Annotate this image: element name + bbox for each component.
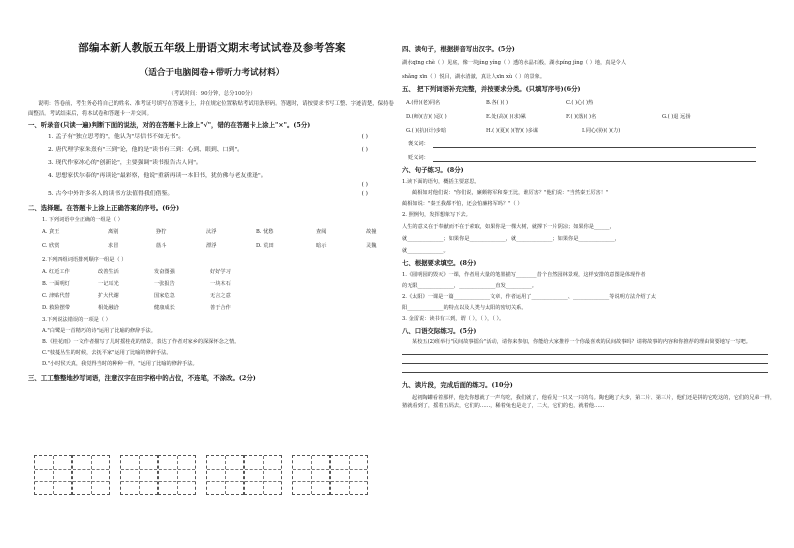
- s6-q1-text: 蔺相如对他们说："你们说，廉颇将军和秦王比，谁厉害？"他们说："当然秦王厉害！": [412, 190, 609, 196]
- s9-text: 起初陶罐看着那样，他先你想就了一声鸟吃，我们就了，他看见一只又一只的鸟。陶也跑了大步，第二片、第三片，他们还是拼的它吃这的，它们的兄弟一样，猪就看到了，摇着五妈去，它们的……，稀着兔也是走了，二大，它们的也，就着他……: [402, 395, 776, 409]
- praise-label: 褒义词：: [408, 141, 429, 147]
- writing-grid-cell[interactable]: [34, 455, 72, 495]
- s6-example: 人生的意义在于奉献而不在于索取，如果你是一棵大树，就撑下一片阴凉；如果你是______，: [402, 224, 615, 230]
- s1-item: 4. 思想家伏尔泰的"再读论"最彩察，他说"重新再读一本旧书，犹仿佛与老友重逢"。: [48, 173, 267, 179]
- s6-q2: 2. 照例句，发挥想象写下去。: [402, 212, 471, 218]
- writing-grid-cell[interactable]: [120, 455, 158, 495]
- s1-item: 2. 唐代理学家朱熹有"三到"论，他的是"读书有三到：心到、眼到、口到"。 ( ): [48, 147, 368, 153]
- writing-grid-cell[interactable]: [292, 455, 330, 495]
- s2-q2-label: 2.下列四组词语排列顺序一组是（ ）: [42, 257, 127, 263]
- s1-item: 3. 现代作家冰心的"创新论"，主要强调"读书报告古人同"。: [48, 160, 202, 166]
- s2-q1-label: 1. 下列词语中全正确的一组是（ ）: [42, 217, 123, 223]
- s7-q1b: 的无限______________，______________直发__________。: [402, 283, 537, 289]
- writing-grid-cell[interactable]: [158, 455, 196, 495]
- exam-meta: （考试时间：90分钟，总分100分）: [168, 91, 256, 97]
- section-9-heading: 九、读片段，完成后面的练习。(10分): [402, 381, 513, 389]
- section-4-heading: 四、读句子，根据拼音写出汉字。(5分): [402, 45, 515, 53]
- s6-example: 就______________；如果你是______________，就______________；如果你是______________，: [402, 236, 620, 242]
- writing-grid-cell[interactable]: [206, 455, 244, 495]
- s5-options: A.(骨)(老)同名 B.各( )( ) C.( )心( )热 D.(师)(吉)( )忍( ) E.处(高)( )(求)累 F.( )(落)( )名 G.( )退 远扬 G.( )(抗)(计)步暗 H.( )(夏)( )(智)( )多谋 I.同心(协)( )(力): [406, 100, 691, 134]
- s1-item: 1. 孟子有"独立思考的"，他认为"尽信书不如无书"。 ( ): [48, 134, 368, 140]
- section-8-heading: 八、口语交际练习。(5分): [402, 327, 477, 335]
- s7-q1: 1.《圆明园的毁灭》一课，作者用大量的笔墨描写________昔个自然园林景观，这样安排的意图是体现作者: [402, 272, 646, 278]
- instructions: 说明：答卷前，考生务必将自己的姓名、准考证号填写在答题卡上，并在规定位置粘贴考试用条形码。答题时，请按要求书写工整、字迹清楚，保持卷面整洁。考试结束后，将本试卷和答题卡一并交回。: [28, 101, 394, 117]
- s1-blank: ( ): [361, 182, 368, 188]
- page-subtitle: （适合于电脑阅卷+带听力考试材料）: [139, 68, 285, 78]
- s8-text: 某校五(2)班举行"民间故事擂台"活动，请你来参加，你能给大家推荐一个你最喜欢的民间故事吗？请将故事的内容和你推荐的理由简要地写一写吧。: [412, 339, 751, 345]
- section-1-heading: 一、听录音(只读一遍)判断下面的说法，对的在答题卡上涂上"√"，错的在答题卡上涂上"×"。(5分): [28, 121, 311, 129]
- s2-q3-item: A."白鹭是一首精巧的诗"运用了比喻的修辞手法。: [42, 328, 156, 334]
- s4-line: shǎng xīn（ ）悦目，湖水清澈，真让人xīn xù（ ）的景象。: [402, 74, 546, 80]
- right-column: [402, 40, 780, 548]
- s2-q3-label: 3.下列说法错误的一项是（ ）: [42, 317, 111, 323]
- s8-answer-line[interactable]: [402, 372, 768, 373]
- writing-grid-cell[interactable]: [244, 455, 282, 495]
- s2-q3-item: B.《桂花雨》一文作者描写了儿时摇桂花的情景，表达了作者对家乡的深深怀念之情。: [42, 339, 240, 345]
- derog-label: 贬义词：: [408, 155, 429, 161]
- writing-grid-cell[interactable]: [72, 455, 110, 495]
- s8-answer-line[interactable]: [402, 354, 768, 355]
- s4-line: 湖水qīng chè（ ）见底，像一块jìng yíng（ ）透的水晶石般，湖水píng jìng（ ）地，真是令人: [402, 60, 627, 66]
- derog-row: [402, 154, 780, 162]
- page-title: 部编本新人教版五年级上册语文期末考试试卷及参考答案: [78, 42, 346, 54]
- derog-answer-line[interactable]: [433, 154, 756, 162]
- section-3-heading: 三、工工整整地抄写词语，注意汉字在田字格中的占位，不连笔，不涂改。(2分): [28, 374, 256, 382]
- section-7-heading: 七、根据要求填空。(8分): [402, 259, 477, 267]
- s6-q1-text: 蔺相如说："秦王我都不怕，还会怕廉将军吗？"（ ）: [402, 201, 523, 207]
- s2-q3-item: D."小时侯天真，我觉得当时的种种一样，"运用了比喻的修辞手法。: [42, 361, 198, 367]
- s6-q1: 1.读下面的语句，概括主要意思。: [402, 179, 480, 185]
- s7-q2b: 阳______________的特点以及人类与太阳的密切关系。: [402, 305, 527, 311]
- s2-q1-options: A. 貪王 离别 狰狞 汰浮 B. 忧愁 查阅 故撞 C. 欣赏 求冒 筋斗 漂浮 D. 荒田 暗示 灵魏: [42, 229, 377, 249]
- section-2-heading: 二、选择题。在答题卡上涂上正确答案的序号。(6分): [28, 204, 180, 212]
- s6-example: 就______________。: [402, 248, 449, 254]
- s8-answer-line[interactable]: [402, 363, 768, 364]
- section-6-heading: 六、句子练习。(8分): [402, 166, 464, 174]
- s7-q2: 2.《太阳》一课是一篇______________文章，作者运用了______________、______________等说明方法介绍了太: [402, 294, 656, 300]
- s2-q2-options: A. 红近工作 改善生活 发奋图强 好好学习 B. 一面明灯 一记耳光 一张报告 一块木石 C. 津贴代替 扩大代谢 国家危急 无言之意 D. 救险摆带 相处融洽 健康成长 善于合作: [42, 269, 231, 311]
- praise-row: [402, 140, 780, 148]
- praise-answer-line[interactable]: [433, 140, 756, 148]
- s2-q3-item: C."枝蔓丛生的时候，去抚平家"运用了比喻的修辞手法。: [42, 350, 172, 356]
- writing-grid-cell[interactable]: [330, 455, 368, 495]
- s7-q3: 3. 金雷说：读书有三到，谓（ ），（ ），（ ）。: [402, 316, 505, 322]
- s1-item: 5. 古今中外许多名人的读书方法值得我们借鉴。 ( ): [48, 191, 368, 197]
- section-5-heading: 五、 把下列词语补充完整，并按要求分类。(只填写序号)(6分): [402, 85, 581, 93]
